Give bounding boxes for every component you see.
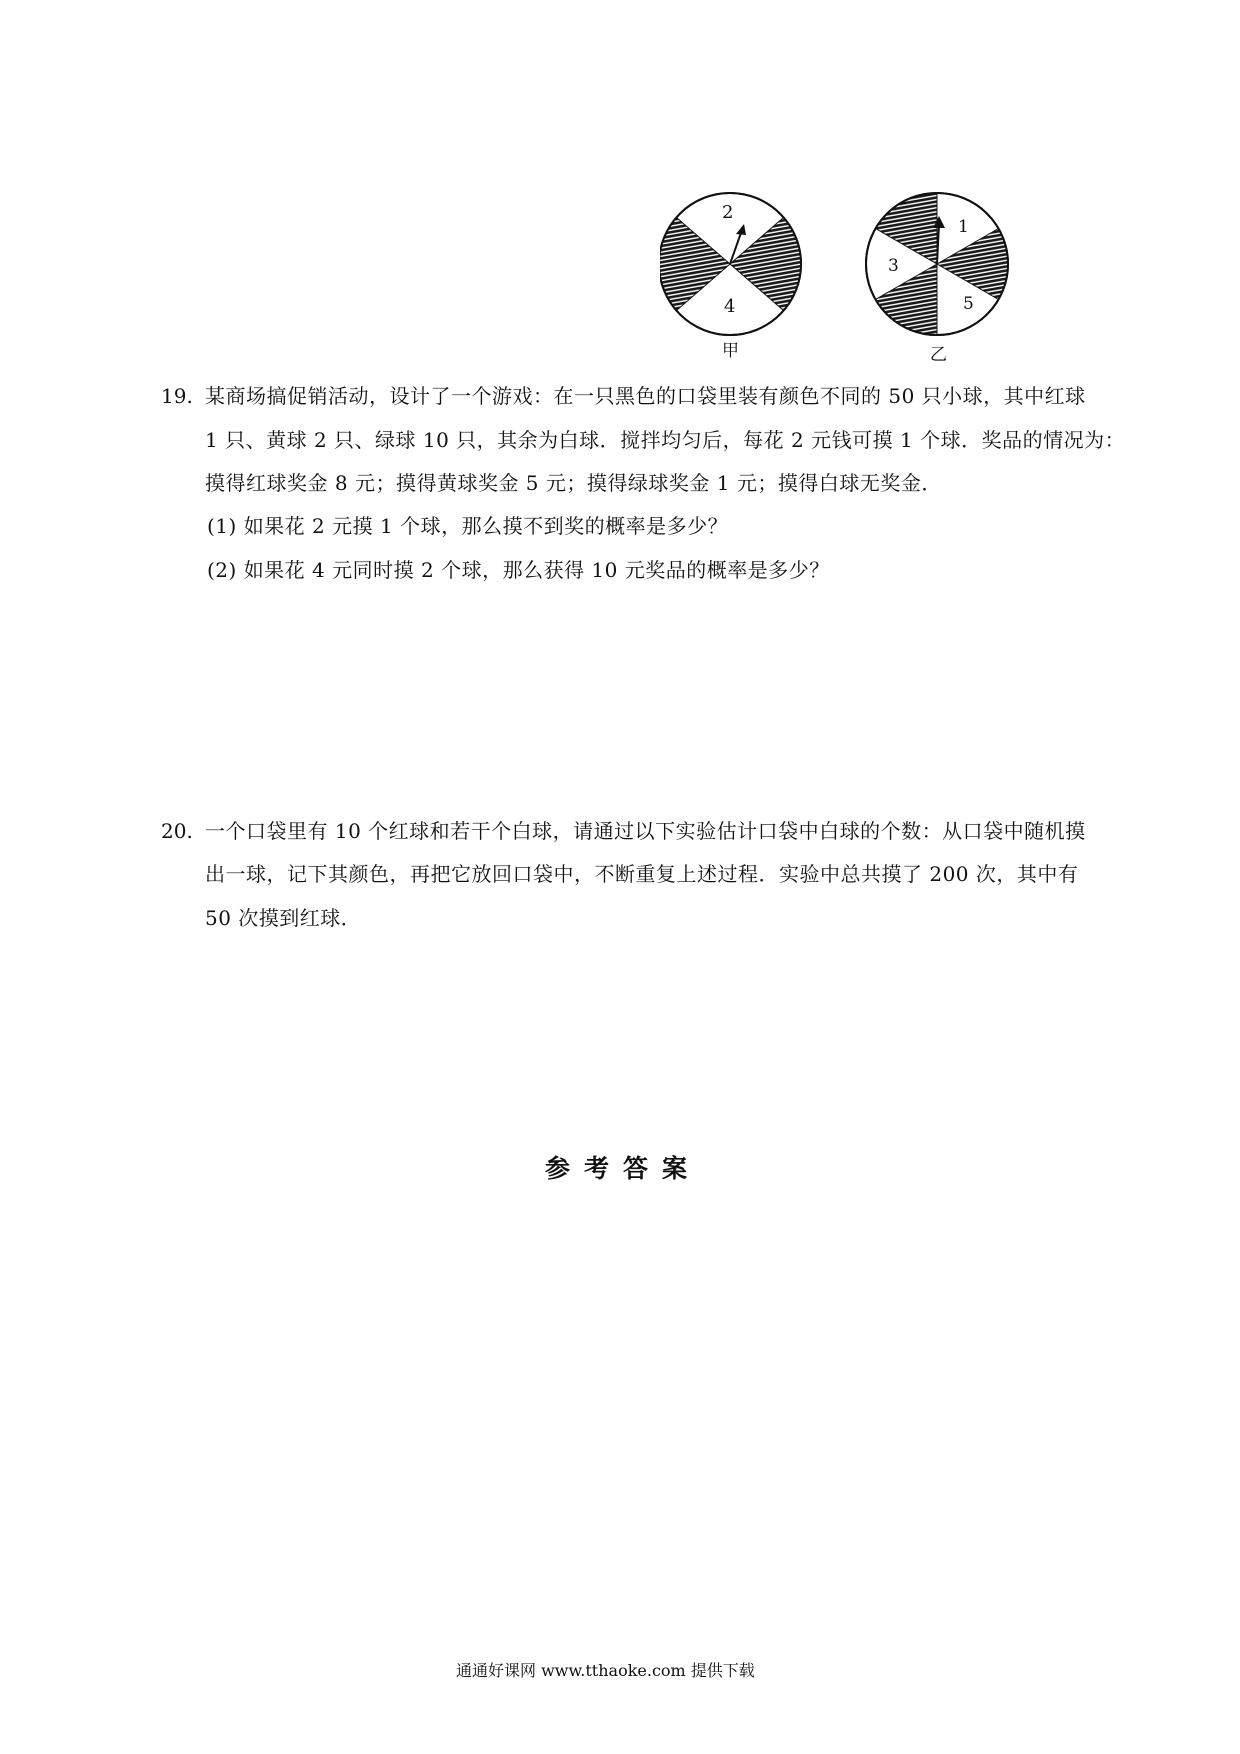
spinner-b-label-3: 3 (888, 256, 899, 276)
q20-line-1: 一个口袋里有 10 个红球和若干个白球，请通过以下实验估计口袋中白球的个数：从口袋中随机摸 (205, 819, 1086, 843)
spinner-b-label-1: 1 (958, 217, 969, 237)
q19-line-3: 摸得红球奖金 8 元；摸得黄球奖金 5 元；摸得绿球奖金 1 元；摸得白球无奖金． (205, 471, 942, 495)
q20-line-2: 出一球，记下其颜色，再把它放回口袋中，不断重复上述过程．实验中总共摸了 200 次，其中有 (205, 862, 1079, 886)
q19-number: 19. (161, 384, 193, 408)
spinner-a-label-4: 4 (724, 296, 736, 317)
spinner-a (660, 193, 801, 335)
q19-sub-2: (2) 如果花 4 元同时摸 2 个球，那么获得 10 元奖品的概率是多少？ (207, 558, 830, 582)
spinner-b-label-5: 5 (963, 294, 974, 314)
page-footer: 通通好课网 www.tthaoke.com 提供下载 (456, 1661, 755, 1680)
spinner-figures (660, 180, 1040, 370)
q20-number: 20. (161, 819, 193, 843)
answers-title: 参考答案 (545, 1154, 702, 1183)
spinner-b-caption: 乙 (930, 345, 947, 365)
q19-line-2: 1 只、黄球 2 只、绿球 10 只，其余为白球．搅拌均匀后，每花 2 元钱可摸 1 个球．奖品的情况为： (205, 428, 1126, 452)
spinner-b (866, 193, 1008, 335)
spinner-a-label-2: 2 (722, 202, 734, 223)
q19-sub-1: (1) 如果花 2 元摸 1 个球，那么摸不到奖的概率是多少？ (207, 514, 729, 538)
q20-line-3: 50 次摸到红球． (205, 906, 362, 930)
spinner-a-caption: 甲 (722, 341, 739, 361)
q19-line-1: 某商场搞促销活动，设计了一个游戏：在一只黑色的口袋里装有颜色不同的 50 只小球，其中红球 (205, 384, 1086, 408)
